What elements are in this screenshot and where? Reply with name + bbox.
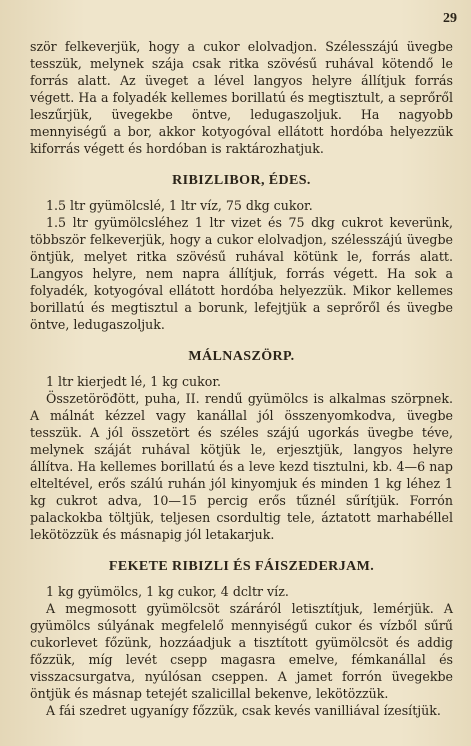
recipe-title-malnaszorp: MÁLNASZÖRP. (188, 349, 295, 364)
page-number: 29 (443, 11, 457, 26)
recipe-ingredients-malnaszorp: 1 ltr kierjedt lé, 1 kg cukor. (46, 374, 221, 389)
recipe-ingredients-ribizlibor: 1.5 ltr gyümölcslé, 1 ltr víz, 75 dkg cukor. (46, 198, 313, 213)
recipe-method-fekete-ribizli: A megmosott gyümölcsöt száráról letisztítjuk, lemérjük. A gyümölcs súlyának megfelelő mennyiségű cukor és vízből sűrű cukorlevet főzünk, hozzáadjuk a tisztított gyümölcsöt és addig főzzük, míg levét csepp magasra emelve, fémkanállal és visszacsurgatva, nyúlósan cseppen. A jamet forrón üvegekbe öntjük és másnap tetejét szalicillal bekenve, lekötözzük. (30, 601, 453, 701)
intro-paragraph: ször felkeverjük, hogy a cukor elolvadjon. Szélesszájú üvegbe tesszük, melynek szája csak ritka szövésű ruhával kötendő le forrás alatt. Az üveget a lével langyos helyre állítjuk forrás végett. Ha a folyadék kellemes borillatú és megtisztult, a seprőről leszűrjük, üvegekbe öntve, ledugaszoljuk. Ha nagyobb mennyiségű a bor, akkor kotyogóval ellátott hordóba helyezzük kiforrás végett és hordóban is raktározhatjuk. (30, 39, 453, 156)
recipe-title-fekete-ribizli: FEKETE RIBIZLI ÉS FÁISZEDERJAM. (108, 559, 375, 574)
recipe-note-faiszeder: A fái szedret ugyanígy főzzük, csak kevés vanilliával ízesítjük. (46, 703, 441, 718)
recipe-method-malnaszorp: Összetöröđött, puha, II. rendű gyümölcs is alkalmas szörpnek. A málnát kézzel vagy kanállal jól összenyomkodva, üvegbe tesszük. A jól összetört és széles szájú ugorkás üvegbe téve, melynek száját ruhával kötjük le, erjesztjük, langyos helyre állítva. Ha kellemes borillatú és a leve kezd tisztulni, kb. 4—6 nap elteltével, erős szálú ruhán jól kinyomjuk és minden 1 kg léhez 1 kg cukrot adva, 10—15 percig erős tűznél sűrítjük. Forrón palackokba töltjük, teljesen csordultig tele, áztatott marhabéllel lekötözzük és másnapig jól letakarjuk. (30, 391, 453, 542)
recipe-title-ribizlibor: RIBIZLIBOR, ÉDES. (172, 173, 311, 188)
recipe-ingredients-fekete-ribizli: 1 kg gyümölcs, 1 kg cukor, 4 dcltr víz. (46, 584, 289, 599)
recipe-method-ribizlibor: 1.5 ltr gyümölcsléhez 1 ltr vizet és 75 dkg cukrot keverünk, többször felkeverjük, hogy a cukor elolvadjon, szélesszájú üvegbe öntjük, melyet ritka szövésű ruhával kötünk le, forrás alatt. Langyos helyre, nem napra állítjuk, forrás végett. Ha sok a folyadék, kotyogóval ellátott hordóba helyezzük. Mikor kellemes borillatú és megtisztul a borunk, lefejtjük a seprőről és üvegbe öntve, ledugaszoljuk. (30, 215, 453, 332)
